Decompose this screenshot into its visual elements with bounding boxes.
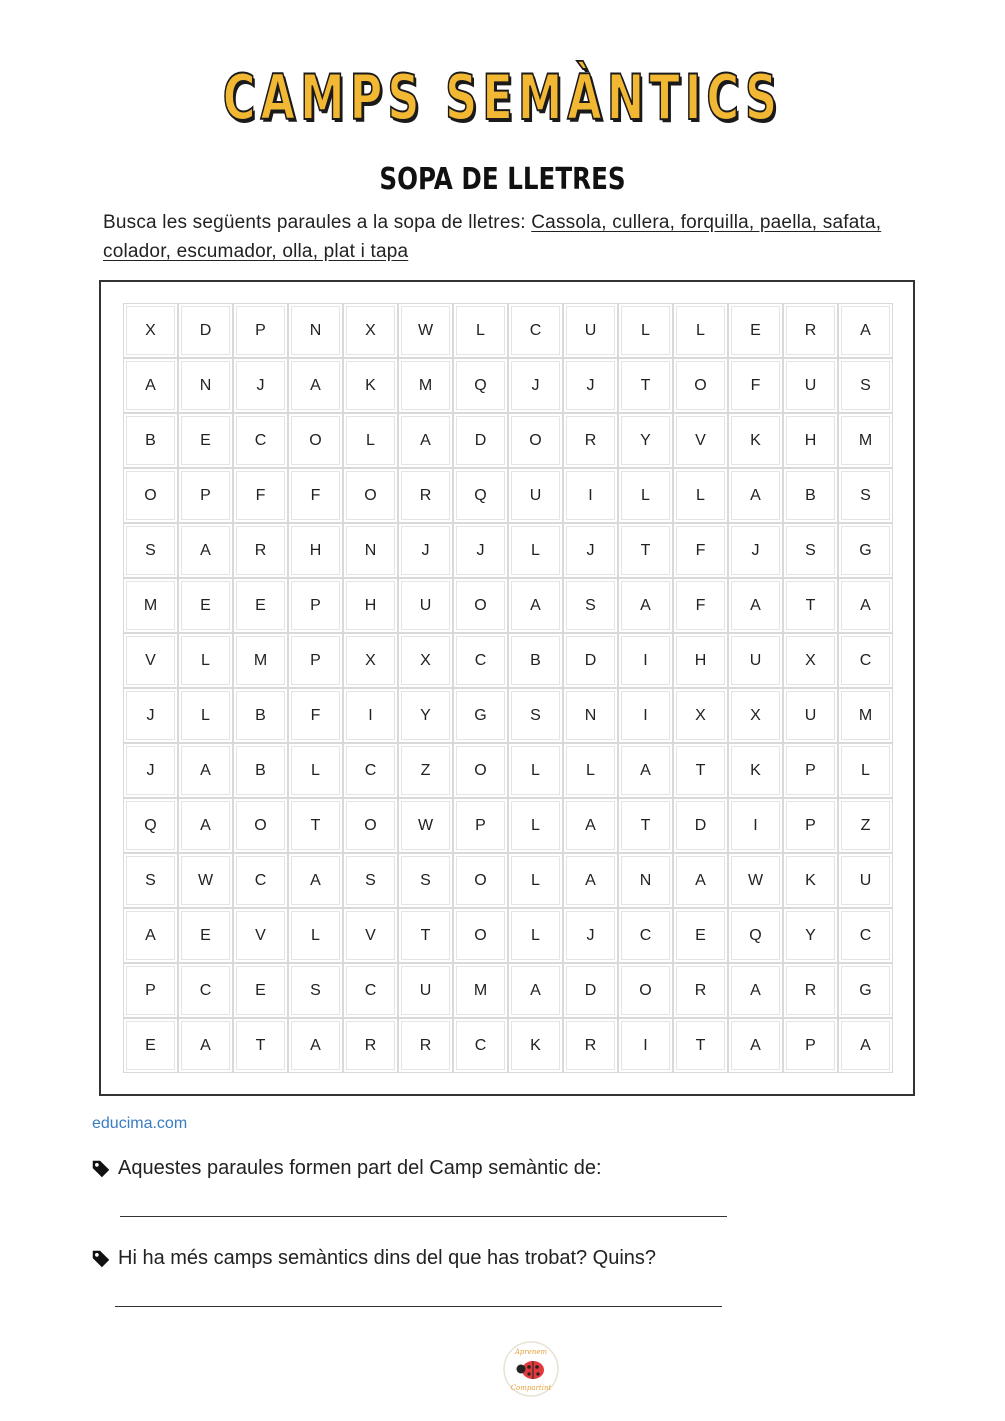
grid-cell[interactable]: O	[343, 468, 398, 523]
grid-cell[interactable]: A	[178, 743, 233, 798]
grid-cell[interactable]: M	[233, 633, 288, 688]
grid-cell[interactable]: C	[838, 908, 893, 963]
grid-cell[interactable]: J	[123, 688, 178, 743]
grid-cell[interactable]: C	[618, 908, 673, 963]
ladybug-logo	[502, 1340, 560, 1398]
grid-cell[interactable]: N	[288, 303, 343, 358]
grid-cell[interactable]: P	[783, 1018, 838, 1073]
grid-cell[interactable]: A	[838, 578, 893, 633]
grid-cell[interactable]: F	[673, 523, 728, 578]
grid-cell[interactable]: R	[398, 468, 453, 523]
grid-cell[interactable]: K	[343, 358, 398, 413]
question-2	[90, 1247, 656, 1270]
grid-cell[interactable]: A	[178, 798, 233, 853]
grid-cell[interactable]: X	[123, 303, 178, 358]
grid-cell[interactable]: J	[563, 523, 618, 578]
grid-cell[interactable]: O	[233, 798, 288, 853]
grid-cell[interactable]: W	[398, 303, 453, 358]
grid-cell[interactable]: D	[673, 798, 728, 853]
grid-cell[interactable]: A	[178, 1018, 233, 1073]
question-1	[90, 1157, 602, 1180]
grid-cell[interactable]: B	[233, 743, 288, 798]
grid-cell[interactable]: U	[508, 468, 563, 523]
answer-line-2[interactable]	[115, 1306, 722, 1307]
instructions	[103, 208, 913, 266]
grid-cell[interactable]: Q	[453, 358, 508, 413]
grid-cell[interactable]: W	[178, 853, 233, 908]
grid-cell[interactable]: T	[618, 798, 673, 853]
grid-cell[interactable]: P	[783, 743, 838, 798]
grid-cell[interactable]: L	[288, 908, 343, 963]
grid-cell[interactable]: B	[123, 413, 178, 468]
page-title: CAMPS SEMÀNTICS	[222, 61, 783, 134]
grid-cell[interactable]: C	[233, 853, 288, 908]
grid-cell[interactable]: Q	[453, 468, 508, 523]
grid-cell[interactable]: O	[618, 963, 673, 1018]
grid-cell[interactable]: M	[453, 963, 508, 1018]
grid-cell[interactable]: M	[123, 578, 178, 633]
grid-cell[interactable]: C	[453, 633, 508, 688]
grid-cell[interactable]: I	[618, 633, 673, 688]
grid-cell[interactable]: F	[728, 358, 783, 413]
grid-cell[interactable]: Y	[398, 688, 453, 743]
grid-cell[interactable]: A	[123, 358, 178, 413]
grid-cell[interactable]: A	[288, 1018, 343, 1073]
grid-cell[interactable]: L	[288, 743, 343, 798]
grid-cell[interactable]: U	[783, 688, 838, 743]
grid-cell[interactable]: V	[123, 633, 178, 688]
grid-cell[interactable]: A	[728, 468, 783, 523]
grid-cell[interactable]: C	[508, 303, 563, 358]
grid-cell[interactable]: V	[343, 908, 398, 963]
grid-cell[interactable]: L	[508, 908, 563, 963]
grid-cell[interactable]: E	[178, 908, 233, 963]
grid-cell[interactable]: I	[343, 688, 398, 743]
grid-cell[interactable]: B	[783, 468, 838, 523]
grid-cell[interactable]: U	[838, 853, 893, 908]
grid-cell[interactable]: M	[838, 688, 893, 743]
grid-cell[interactable]: J	[563, 908, 618, 963]
grid-cell[interactable]: P	[288, 578, 343, 633]
grid-cell[interactable]: R	[563, 1018, 618, 1073]
grid-cell[interactable]: V	[233, 908, 288, 963]
grid-cell[interactable]: Y	[618, 413, 673, 468]
grid-cell[interactable]: Z	[838, 798, 893, 853]
grid-cell[interactable]: L	[508, 523, 563, 578]
grid-cell[interactable]: E	[123, 1018, 178, 1073]
grid-cell[interactable]: L	[508, 743, 563, 798]
grid-cell[interactable]: O	[453, 578, 508, 633]
grid-cell[interactable]: F	[673, 578, 728, 633]
grid-cell[interactable]: Q	[123, 798, 178, 853]
grid-cell[interactable]: L	[673, 303, 728, 358]
grid-cell[interactable]: C	[838, 633, 893, 688]
grid-cell[interactable]: R	[783, 303, 838, 358]
grid-cell[interactable]: K	[783, 853, 838, 908]
grid-cell[interactable]: A	[178, 523, 233, 578]
grid-cell[interactable]: L	[673, 468, 728, 523]
grid-cell[interactable]: A	[123, 908, 178, 963]
grid-cell[interactable]: X	[673, 688, 728, 743]
grid-cell[interactable]: A	[728, 963, 783, 1018]
grid-cell[interactable]: Q	[728, 908, 783, 963]
tag-icon	[90, 1248, 112, 1270]
grid-cell[interactable]: R	[343, 1018, 398, 1073]
grid-cell[interactable]: W	[728, 853, 783, 908]
grid-cell[interactable]: S	[783, 523, 838, 578]
grid-cell[interactable]: J	[233, 358, 288, 413]
grid-cell[interactable]: H	[783, 413, 838, 468]
grid-cell[interactable]: O	[453, 743, 508, 798]
grid-cell[interactable]: R	[563, 413, 618, 468]
grid-cell[interactable]: P	[783, 798, 838, 853]
grid-cell[interactable]: I	[618, 688, 673, 743]
grid-cell[interactable]: J	[563, 358, 618, 413]
grid-cell[interactable]: P	[123, 963, 178, 1018]
grid-cell[interactable]: S	[123, 523, 178, 578]
grid-cell[interactable]: A	[563, 798, 618, 853]
grid-cell[interactable]: U	[563, 303, 618, 358]
grid-cell[interactable]: A	[728, 578, 783, 633]
grid-cell[interactable]: I	[563, 468, 618, 523]
grid-cell[interactable]: T	[673, 1018, 728, 1073]
grid-cell[interactable]: Z	[398, 743, 453, 798]
grid-cell[interactable]: P	[288, 633, 343, 688]
grid-cell[interactable]: L	[563, 743, 618, 798]
grid-cell[interactable]: H	[673, 633, 728, 688]
grid-cell[interactable]: R	[783, 963, 838, 1018]
grid-cell[interactable]: U	[728, 633, 783, 688]
grid-cell[interactable]: I	[728, 798, 783, 853]
grid-cell[interactable]: G	[838, 963, 893, 1018]
grid-cell[interactable]: E	[673, 908, 728, 963]
grid-cell[interactable]: E	[178, 578, 233, 633]
grid-cell[interactable]: K	[728, 413, 783, 468]
word-list: Cassola, cullera, forquilla, paella, safata, colador, escumador, olla, plat i tapa	[103, 212, 882, 262]
grid-cell[interactable]: L	[618, 468, 673, 523]
grid-cell[interactable]: E	[728, 303, 783, 358]
grid-cell[interactable]: A	[618, 743, 673, 798]
answer-line-1[interactable]	[120, 1216, 727, 1217]
grid-cell[interactable]: M	[838, 413, 893, 468]
grid-cell[interactable]: W	[398, 798, 453, 853]
grid-cell[interactable]: B	[233, 688, 288, 743]
grid-cell[interactable]: T	[673, 743, 728, 798]
tag-icon	[90, 1158, 112, 1180]
grid-cell[interactable]: I	[618, 1018, 673, 1073]
grid-cell[interactable]: D	[563, 633, 618, 688]
grid-cell[interactable]: O	[673, 358, 728, 413]
grid-cell[interactable]: J	[453, 523, 508, 578]
grid-cell[interactable]: F	[288, 688, 343, 743]
grid-cell[interactable]: C	[343, 743, 398, 798]
grid-cell[interactable]: A	[508, 578, 563, 633]
grid-cell[interactable]: B	[508, 633, 563, 688]
grid-cell[interactable]: T	[618, 523, 673, 578]
grid-cell[interactable]: E	[233, 963, 288, 1018]
instructions-prefix: Busca les següents paraules a la sopa de lletres:	[103, 212, 532, 233]
grid-cell[interactable]: A	[563, 853, 618, 908]
grid-cell[interactable]: S	[398, 853, 453, 908]
grid-cell[interactable]: A	[288, 853, 343, 908]
grid-cell[interactable]: O	[343, 798, 398, 853]
grid-cell[interactable]: E	[233, 578, 288, 633]
logo-top-text: Aprenem	[514, 1348, 548, 1356]
grid-cell[interactable]: J	[123, 743, 178, 798]
grid-cell[interactable]: U	[783, 358, 838, 413]
grid-cell[interactable]: A	[673, 853, 728, 908]
grid-cell[interactable]: C	[178, 963, 233, 1018]
grid-cell[interactable]: H	[343, 578, 398, 633]
grid-cell[interactable]: A	[838, 303, 893, 358]
grid-cell[interactable]: O	[288, 413, 343, 468]
source-link[interactable]: educima.com	[92, 1115, 188, 1132]
grid-cell[interactable]: G	[838, 523, 893, 578]
word-search-frame	[99, 280, 915, 1096]
question-2-text: Hi ha més camps semàntics dins del que has trobat? Quins?	[118, 1247, 657, 1269]
grid-cell[interactable]: N	[563, 688, 618, 743]
grid-cell[interactable]: A	[728, 1018, 783, 1073]
grid-cell[interactable]: F	[288, 468, 343, 523]
grid-cell[interactable]: X	[343, 303, 398, 358]
grid-cell[interactable]: X	[343, 633, 398, 688]
grid-cell[interactable]: L	[618, 303, 673, 358]
grid-cell[interactable]: H	[288, 523, 343, 578]
grid-cell[interactable]: M	[398, 358, 453, 413]
grid-cell[interactable]: J	[398, 523, 453, 578]
grid-cell[interactable]: G	[453, 688, 508, 743]
grid-cell[interactable]: J	[508, 358, 563, 413]
grid-cell[interactable]: T	[783, 578, 838, 633]
grid-cell[interactable]: R	[673, 963, 728, 1018]
grid-cell[interactable]: E	[178, 413, 233, 468]
grid-cell[interactable]: C	[233, 413, 288, 468]
grid-cell[interactable]: L	[343, 413, 398, 468]
grid-cell[interactable]: C	[453, 1018, 508, 1073]
grid-cell[interactable]: F	[233, 468, 288, 523]
grid-cell[interactable]: S	[838, 358, 893, 413]
grid-cell[interactable]: O	[453, 853, 508, 908]
grid-cell[interactable]: D	[178, 303, 233, 358]
grid-cell[interactable]: A	[398, 413, 453, 468]
grid-cell[interactable]: J	[728, 523, 783, 578]
grid-cell[interactable]: O	[508, 413, 563, 468]
grid-cell[interactable]: T	[233, 1018, 288, 1073]
grid-cell[interactable]: S	[563, 578, 618, 633]
grid-cell[interactable]: N	[178, 358, 233, 413]
grid-cell[interactable]: C	[343, 963, 398, 1018]
grid-cell[interactable]: S	[288, 963, 343, 1018]
grid-cell[interactable]: L	[838, 743, 893, 798]
grid-cell[interactable]: D	[563, 963, 618, 1018]
grid-cell[interactable]: S	[508, 688, 563, 743]
grid-cell[interactable]: O	[123, 468, 178, 523]
grid-cell[interactable]: A	[508, 963, 563, 1018]
logo-bottom-text: Compartint	[510, 1384, 552, 1392]
grid-cell[interactable]: D	[453, 413, 508, 468]
grid-cell[interactable]: L	[508, 798, 563, 853]
question-1-text: Aquestes paraules formen part del Camp semàntic de:	[118, 1157, 602, 1179]
grid-cell[interactable]: P	[233, 303, 288, 358]
grid-cell[interactable]: K	[508, 1018, 563, 1073]
grid-cell[interactable]: T	[288, 798, 343, 853]
grid-cell[interactable]: P	[178, 468, 233, 523]
grid-cell[interactable]: R	[398, 1018, 453, 1073]
grid-cell[interactable]: X	[398, 633, 453, 688]
grid-cell[interactable]: A	[618, 578, 673, 633]
grid-cell[interactable]: S	[838, 468, 893, 523]
grid-cell[interactable]: X	[783, 633, 838, 688]
grid-cell[interactable]: L	[508, 853, 563, 908]
grid-cell[interactable]: S	[343, 853, 398, 908]
grid-cell[interactable]: A	[838, 1018, 893, 1073]
grid-cell[interactable]: L	[453, 303, 508, 358]
grid-cell[interactable]: N	[343, 523, 398, 578]
grid-cell[interactable]: T	[398, 908, 453, 963]
grid-cell[interactable]: S	[123, 853, 178, 908]
grid-cell[interactable]: A	[288, 358, 343, 413]
grid-cell[interactable]: U	[398, 578, 453, 633]
grid-cell[interactable]: U	[398, 963, 453, 1018]
grid-cell[interactable]: O	[453, 908, 508, 963]
grid-cell[interactable]: L	[178, 688, 233, 743]
grid-cell[interactable]: N	[618, 853, 673, 908]
grid-cell[interactable]: Y	[783, 908, 838, 963]
word-search-grid	[123, 303, 893, 1073]
grid-cell[interactable]: L	[178, 633, 233, 688]
page-subtitle: SOPA DE LLETRES	[379, 162, 626, 197]
grid-cell[interactable]: P	[453, 798, 508, 853]
grid-cell[interactable]: V	[673, 413, 728, 468]
grid-cell[interactable]: K	[728, 743, 783, 798]
grid-cell[interactable]: R	[233, 523, 288, 578]
grid-cell[interactable]: T	[618, 358, 673, 413]
grid-cell[interactable]: X	[728, 688, 783, 743]
